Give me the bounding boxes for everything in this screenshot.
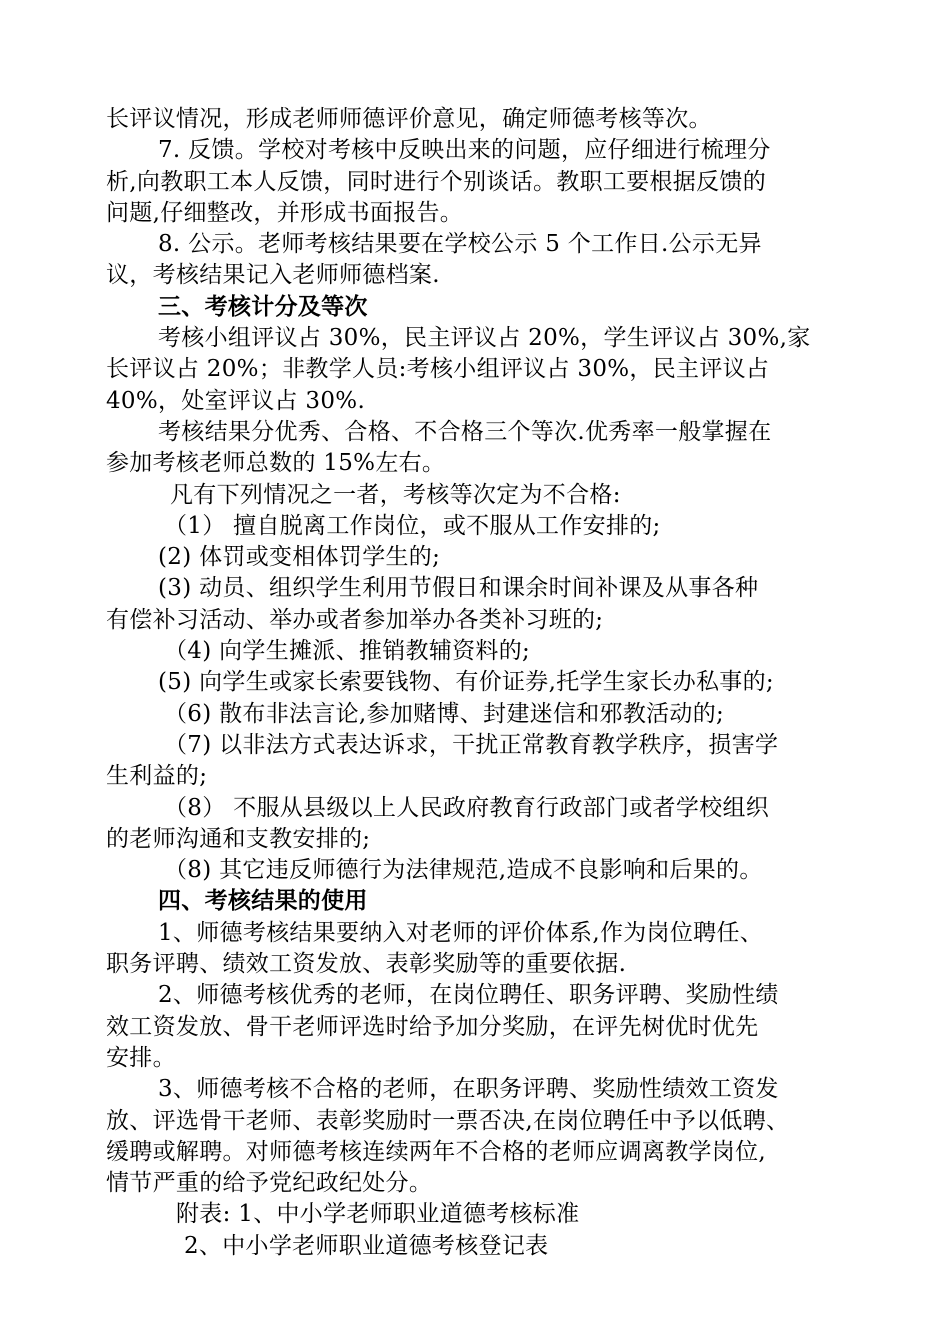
text-line: 考核结果分优秀、合格、不合格三个等次.优秀率一般掌握在 [158, 418, 772, 445]
text-line: 2、师德考核优秀的老师，在岗位聘任、职务评聘、奖励性绩 [158, 982, 779, 1009]
text-line: 放、评选骨干老师、表彰奖励时一票否决,在岗位聘任中予以低聘、 [106, 1107, 790, 1134]
text-line: 析,向教职工本人反馈，同时进行个别谈话。教职工要根据反馈的 [106, 168, 767, 195]
list-item: （4) 向学生摊派、推销教辅资料的; [164, 638, 531, 665]
section-heading: 四、考核结果的使用 [158, 888, 368, 915]
list-item: （6) 散布非法言论,参加赌博、封建迷信和邪教活动的; [164, 700, 725, 727]
text-line: 凡有下列情况之一者，考核等次定为不合格: [170, 481, 621, 508]
text-line: 40%，处室评议占 30%. [106, 387, 366, 414]
list-item: （8） 不服从县级以上人民政府教育行政部门或者学校组织 [164, 794, 770, 821]
appendix-line: 2、中小学老师职业道德考核登记表 [184, 1232, 549, 1259]
appendix-line: 附表: 1、中小学老师职业道德考核标准 [176, 1201, 580, 1228]
text-line: 职务评聘、绩效工资发放、表彰奖励等的重要依据. [106, 951, 627, 978]
text-line: 生利益的; [106, 763, 208, 790]
list-item: (2) 体罚或变相体罚学生的; [158, 544, 441, 571]
text-line: 缓聘或解聘。对师德考核连续两年不合格的老师应调离教学岗位, [106, 1138, 767, 1165]
text-line: 3、师德考核不合格的老师，在职务评聘、奖励性绩效工资发 [158, 1076, 779, 1103]
text-line: 长评议占 20%；非教学人员:考核小组评议占 30%，民主评议占 [106, 356, 770, 383]
section-heading: 三、考核计分及等次 [158, 293, 368, 320]
text-line: 1、师德考核结果要纳入对老师的评价体系,作为岗位聘任、 [158, 919, 764, 946]
list-item: (3) 动员、组织学生利用节假日和课余时间补课及从事各种 [158, 575, 759, 602]
text-line: 参加考核老师总数的 15%左右。 [106, 450, 446, 477]
list-item: （8) 其它违反师德行为法律规范,造成不良影响和后果的。 [164, 857, 763, 884]
text-line: 7. 反馈。学校对考核中反映出来的问题，应仔细进行梳理分 [158, 137, 771, 164]
list-item: （1） 擅自脱离工作岗位，或不服从工作安排的; [164, 512, 661, 539]
list-item: （7) 以非法方式表达诉求，干扰正常教育教学秩序，损害学 [164, 731, 779, 758]
text-line: 安排。 [106, 1044, 176, 1071]
text-line: 情节严重的给予党纪政纪处分。 [106, 1170, 433, 1197]
text-line: 有偿补习活动、举办或者参加举办各类补习班的; [106, 606, 604, 633]
text-line: 议，考核结果记入老师师德档案. [106, 262, 440, 289]
document-page [106, 104, 848, 1262]
text-line: 考核小组评议占 30%，民主评议占 20%，学生评议占 30%,家 [158, 325, 811, 352]
text-line: 的老师沟通和支教安排的; [106, 825, 371, 852]
text-line: 问题,仔细整改，并形成书面报告。 [106, 199, 464, 226]
text-line: 效工资发放、骨干老师评选时给予加分奖励，在评先树优时优先 [106, 1013, 759, 1040]
list-item: (5) 向学生或家长索要钱物、有价证券,托学生家长办私事的; [158, 669, 774, 696]
text-line: 8. 公示。老师考核结果要在学校公示 5 个工作日.公示无异 [158, 231, 762, 258]
text-line: 长评议情况，形成老师师德评价意见，确定师德考核等次。 [106, 106, 712, 132]
